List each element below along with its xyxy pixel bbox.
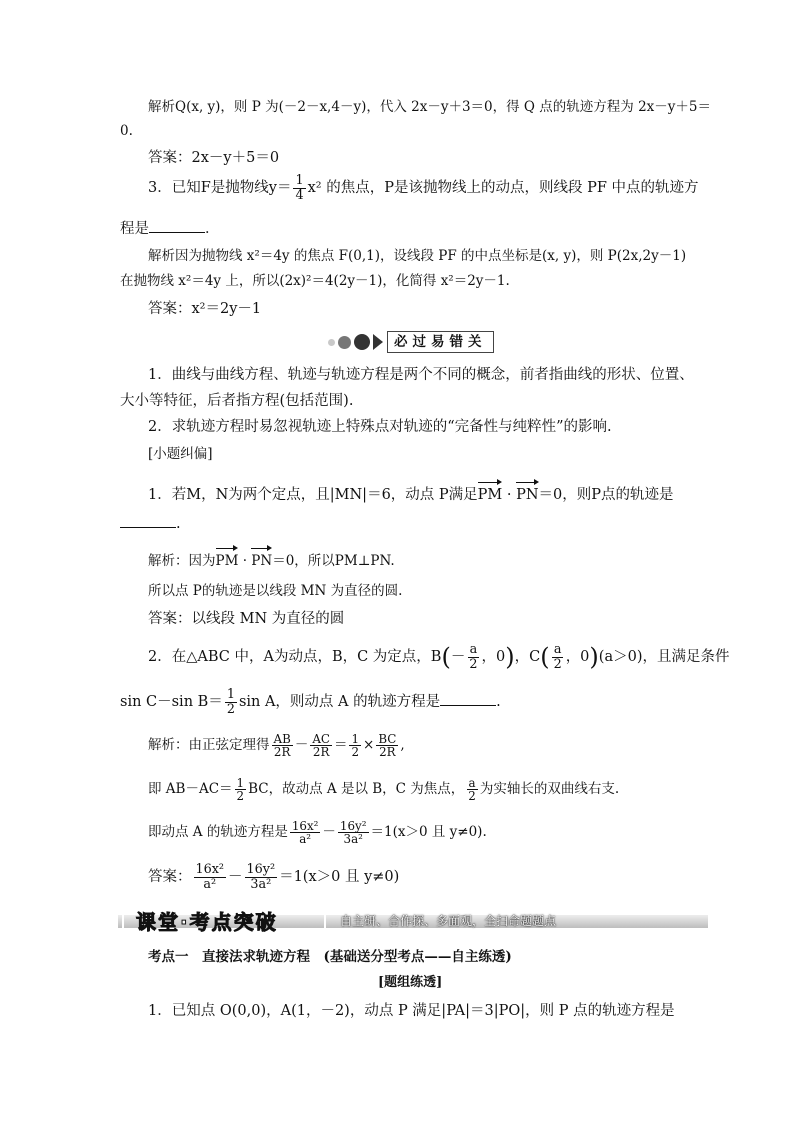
section-tag: [题组练透] (378, 975, 443, 990)
arrow-right-icon (373, 334, 383, 350)
section-title: 课堂·考点突破 (136, 910, 278, 934)
solution-line: 在抛物线 x²＝4y 上，所以(2x)²＝4(2y－1)，化简得 x²＝2y－1. (120, 273, 510, 289)
vector-pm: PM (216, 547, 239, 572)
fraction: $\frac{a}{2}$ (469, 642, 478, 672)
paren: ) (505, 643, 515, 671)
paren: ) (589, 643, 599, 671)
text: 3．已知F是抛物线y＝ (148, 180, 292, 196)
fraction: $\frac{1}{2}$ (351, 731, 360, 759)
pitfall-text: 2．求轨迹方程时易忽视轨迹上特殊点对轨迹的“完备性与纯粹性”的影响. (148, 419, 612, 435)
fraction: $\frac{1}{2}$ (226, 687, 235, 717)
answer-line: 答案：x²＝2y－1 (148, 301, 262, 317)
exercise-2: 2．在△ABC 中，A为动点，B，C 为定点，B(－ $\frac{a}{2}$ ，0)，C( $\frac{a}{2}$ ，0)(a＞0)，且满足条件 (148, 642, 730, 672)
bracket-decoration (314, 912, 326, 930)
solution-line: 解析：由正弦定理得 $\frac{AB}{2R}$ － $\frac{AC}{2R}$ ＝ $\frac{1}{2}$ × $\frac{BC}{2R}$ , (148, 731, 405, 759)
fraction: $\frac{a}{2}$ (553, 642, 562, 672)
solution-line: 解析因为抛物线 x²＝4y 的焦点 F(0,1)，设线段 PF 的中点坐标是(x, y)，则 P(2x,2y－1) (148, 248, 687, 264)
solution-line: 0. (120, 123, 133, 139)
solution-line: 所以点 P的轨迹是以线段 MN 为直径的圆. (148, 583, 403, 599)
pitfall-text: 1．曲线与曲线方程、轨迹与轨迹方程是两个不同的概念，前者指曲线的形状、位置、 (148, 367, 694, 383)
vector-pn: PN (251, 547, 272, 572)
text: x² 的焦点，P是该抛物线上的动点，则线段 PF 中点的轨迹方 (307, 180, 699, 196)
answer-blank (440, 691, 496, 706)
answer-blank (120, 513, 176, 528)
section-tag: [小题纠偏] (148, 446, 213, 462)
fraction: $\frac{\text{16y²}}{\text{3a²}}$ (246, 862, 276, 892)
question-3-line2: 程是 ． (120, 218, 680, 240)
solution-line: 解析：因为PM · PN＝0，所以PM⊥PN. (148, 547, 680, 572)
solution-line: 即动点 A 的轨迹方程是 $\frac{\text{16x²}}{\text{a²}}$ － $\frac{\text{16y²}}{\text{3a²}}$ ＝1(x＞0 且 y≠0). (148, 818, 487, 846)
vector-pm: PM (478, 481, 503, 506)
section-subtitle: 自主研、合作探、多面观，全扫命题题点 (340, 914, 557, 928)
question-3 (148, 173, 699, 203)
exercise-1-line2: . (120, 513, 680, 535)
banner-title: 必过易错关 (387, 331, 494, 353)
fraction: $\frac{1}{2}$ (236, 775, 245, 803)
fraction: $\frac{AC}{2R}$ (312, 731, 330, 759)
topic-heading: 考点一 直接法求轨迹方程 (基础送分型考点——自主练透) (148, 949, 512, 965)
exercise-2-line2: sin C－sin B＝ $\frac{1}{2}$ sin A，则动点 A 的轨迹方程是 . (120, 687, 501, 717)
answer-line: 答案：2x－y＋5＝0 (148, 150, 280, 166)
fraction: $\frac{BC}{2R}$ (378, 731, 397, 759)
solution-line: 解析Q(x, y)，则 P 为(－2－x,4－y)，代入 2x－y＋3＝0，得 Q 点的轨迹方程为 2x－y＋5＝ (148, 99, 711, 115)
bullet-dot-icon (354, 334, 370, 350)
fraction: $\frac{1}{4}$ (295, 173, 304, 203)
pitfall-text: 大小等特征，后者指方程(包括范围). (120, 393, 354, 409)
vector-pn: PN (516, 481, 538, 506)
solution-line: 即 AB－AC＝ $\frac{1}{2}$ BC，故动点 A 是以 B，C 为焦点， $\frac{a}{2}$ 为实轴长的双曲线右支. (148, 775, 620, 803)
answer-blank (149, 218, 205, 233)
paren: ( (441, 643, 451, 671)
bullet-dot-icon (338, 336, 351, 349)
fraction: $\frac{AB}{2R}$ (273, 731, 291, 759)
answer-line: 答案：以线段 MN 为直径的圆 (148, 611, 345, 627)
fraction: $\frac{\text{16x²}}{\text{a²}}$ (291, 818, 319, 846)
answer-line: 答案： $\frac{\text{16x²}}{\text{a²}}$ － $\frac{\text{16y²}}{\text{3a²}}$ ＝1(x＞0 且 y≠0) (148, 862, 400, 892)
section-header (118, 910, 708, 934)
fraction: $\frac{\text{16x²}}{\text{a²}}$ (195, 862, 225, 892)
fraction: $\frac{\text{16y²}}{\text{3a²}}$ (339, 818, 367, 846)
paren: ( (540, 643, 550, 671)
exercise-question: 1．已知点 O(0,0)，A(1，－2)，动点 P 满足|PA|＝3|PO|，则 P 点的轨迹方程是 (148, 1003, 675, 1019)
bracket-decoration (122, 912, 134, 930)
bullet-dot-icon (328, 339, 335, 346)
exercise-1: 1．若M，N为两个定点，且|MN|＝6，动点 P满足PM · PN＝0，则P点的轨迹是 (148, 481, 680, 506)
pitfall-banner (328, 330, 494, 354)
fraction: $\frac{a}{2}$ (468, 775, 476, 803)
